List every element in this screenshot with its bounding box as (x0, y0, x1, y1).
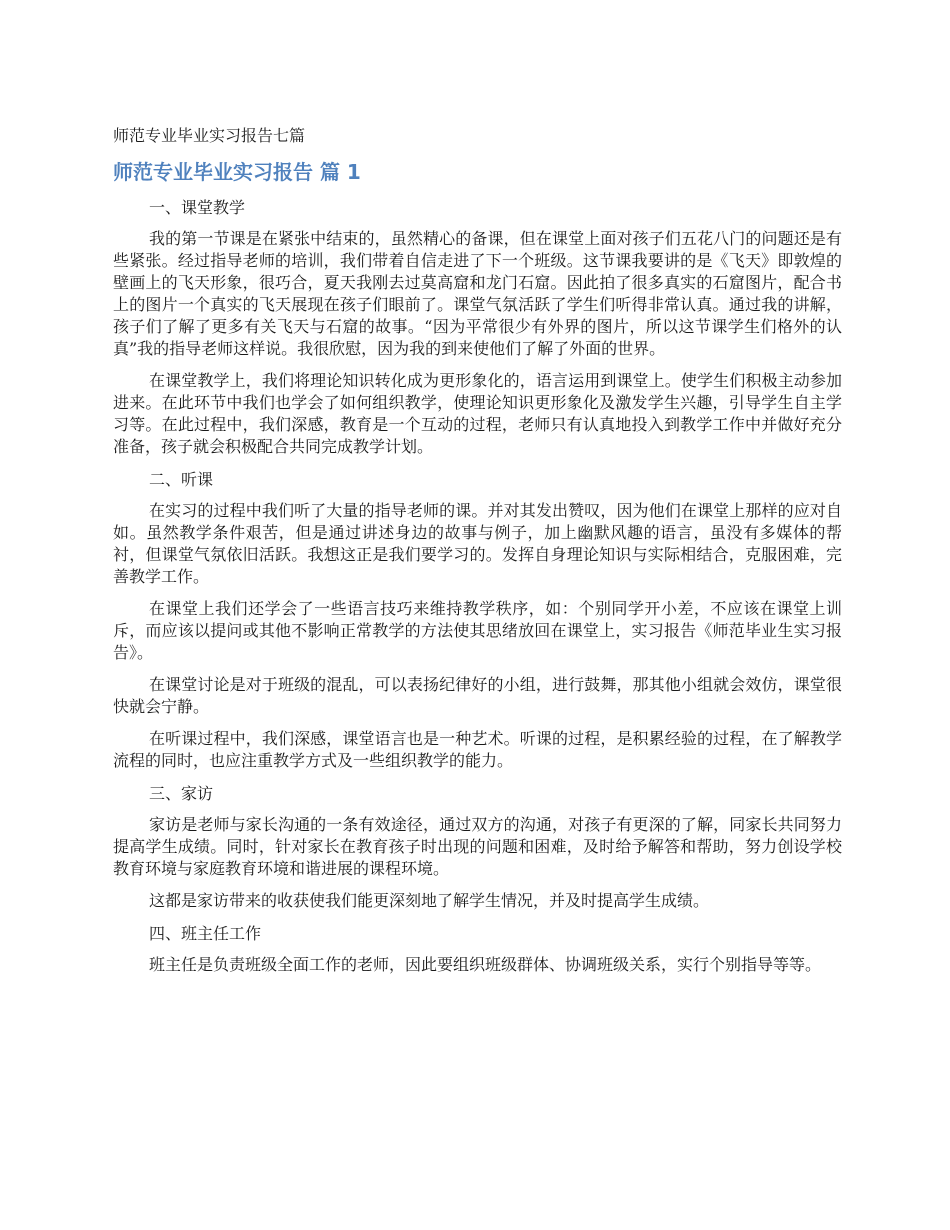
subheading-home-visits: 三、家访 (149, 784, 214, 803)
paragraph: 在课堂讨论是对于班级的混乱，可以表扬纪律好的小组，进行鼓舞，那其他小组就会效仿，课堂很快就会宁静。 (113, 675, 842, 716)
paragraph: 在听课过程中，我们深感，课堂语言也是一种艺术。听课的过程，是积累经验的过程，在了解教学流程的同时，也应注重教学方式及一些组织教学的能力。 (113, 729, 842, 770)
paragraph: 在课堂教学上，我们将理论知识转化成为更形象化的，语言运用到课堂上。使学生们积极主动参加进来。在此环节中我们也学会了如何组织教学，使理论知识更形象化及激发学生兴趣，引导学生自主学习等。在此过程中，我们深感，教育是一个互动的过程，老师只有认真地投入到教学工作中并做好充分准备，孩子就会积极配合共同完成教学计划。 (113, 371, 842, 456)
document-title: 师范专业毕业实习报告七篇 (113, 126, 306, 145)
paragraph: 班主任是负责班级全面工作的老师，因此要组织班级群体、协调班级关系，实行个别指导等等。 (149, 955, 822, 974)
paragraph: 这都是家访带来的收获使我们能更深刻地了解学生情况，并及时提高学生成绩。 (149, 891, 710, 910)
section-heading: 师范专业毕业实习报告 篇 1 (113, 160, 361, 184)
subheading-head-teacher-work: 四、班主任工作 (149, 924, 262, 943)
subheading-classroom-teaching: 一、课堂教学 (149, 198, 246, 217)
paragraph: 在实习的过程中我们听了大量的指导老师的课。并对其发出赞叹，因为他们在课堂上那样的应对自如。虽然教学条件艰苦，但是通过讲述身边的故事与例子，加上幽默风趣的语言，虽没有多媒体的帮衬，但课堂气氛依旧活跃。我想这正是我们要学习的。发挥自身理论知识与实际相结合，克服困难，完善教学工作。 (113, 501, 842, 586)
paragraph: 我的第一节课是在紧张中结束的，虽然精心的备课，但在课堂上面对孩子们五花八门的问题还是有些紧张。经过指导老师的培训，我们带着自信走进了下一个班级。这节课我要讲的是《飞天》即敦煌的壁画上的飞天形象，很巧合，夏天我刚去过莫高窟和龙门石窟。因此拍了很多真实的石窟图片，配合书上的图片一个真实的飞天展现在孩子们眼前了。课堂气氛活跃了学生们听得非常认真。通过我的讲解，孩子们了解了更多有关飞天与石窟的故事。“因为平常很少有外界的图片，所以这节课学生们格外的认真”我的指导老师这样说。我很欣慰，因为我的到来使他们了解了外面的世界。 (113, 229, 842, 358)
paragraph: 在课堂上我们还学会了一些语言技巧来维持教学秩序，如：个别同学开小差，不应该在课堂上训斥，而应该以提问或其他不影响正常教学的方法使其思绪放回在课堂上，实习报告《师范毕业生实习报告》。 (113, 599, 842, 662)
subheading-lesson-observation: 二、听课 (149, 470, 214, 489)
paragraph: 家访是老师与家长沟通的一条有效途径，通过双方的沟通，对孩子有更深的了解，同家长共同努力提高学生成绩。同时，针对家长在教育孩子时出现的问题和困难，及时给予解答和帮助，努力创设学校教育环境与家庭教育环境和谐进展的课程环境。 (113, 815, 842, 878)
